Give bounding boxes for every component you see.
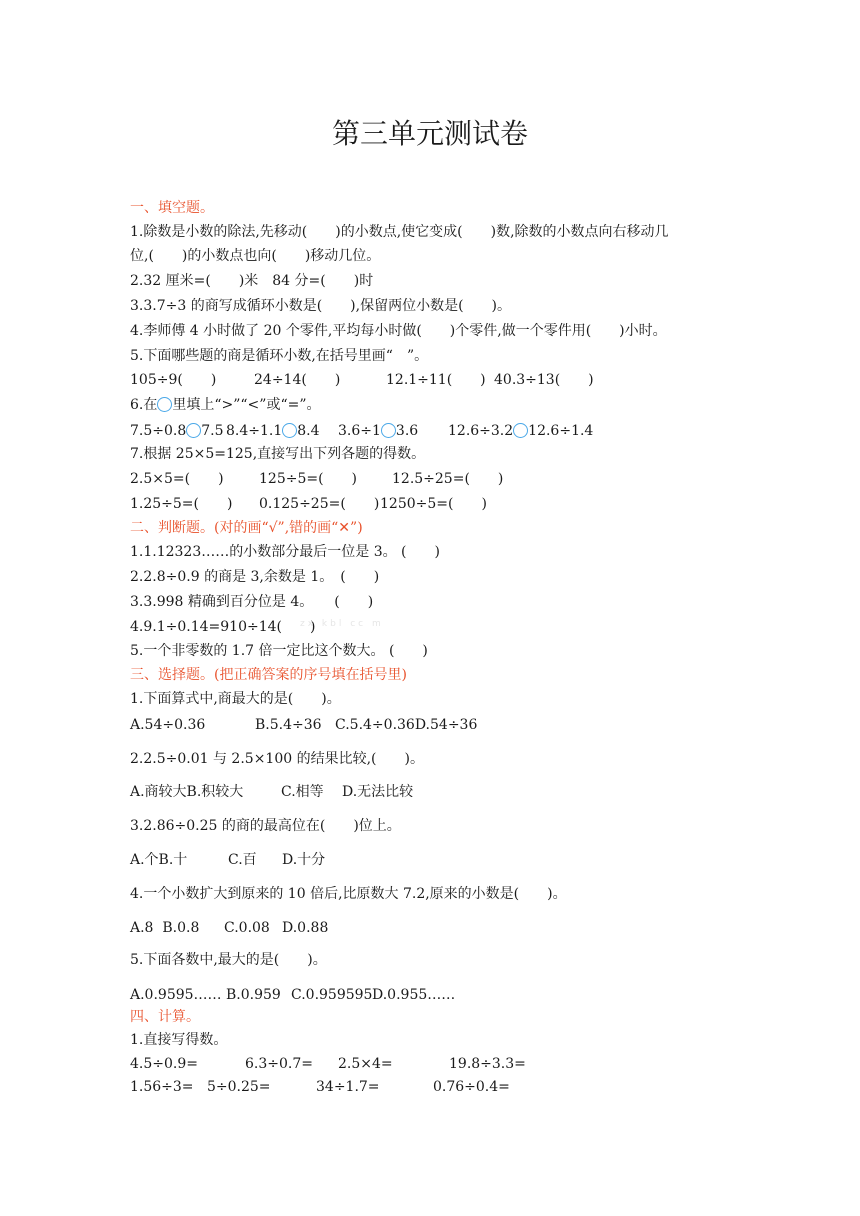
question-text: 4.一个小数扩大到原来的 10 倍后,比原数大 7.2,原来的小数是( )。 [130,886,567,902]
compare-item [130,421,224,441]
exercise-item: 40.3÷13( ) [494,372,594,388]
compare-left: 7.5÷0.8 [130,423,187,439]
exercise-item: 1.25÷5=( ) [130,496,233,512]
choice-option: A.8 B.0.8 [130,920,200,936]
question-text: 1.直接写得数。 [130,1032,228,1048]
circle-blank-icon[interactable] [186,423,201,438]
question-text: 1.1.12323……的小数部分最后一位是 3。 ( ) [130,544,440,560]
choice-option: A.54÷0.36 [130,717,206,733]
question-text: 5.下面各数中,最大的是( )。 [130,952,327,968]
choice-option: D.0.955…… [372,987,456,1003]
question-text: 2.32 厘米=( )米 84 分=( )时 [130,273,374,289]
calc-item: 19.8÷3.3= [449,1056,526,1072]
question-text: 位,( )的小数点也向( )移动几位。 [130,248,381,264]
compare-item [226,421,320,441]
choice-option: C.5.4÷0.36D.54÷36 [335,717,478,733]
question-text: 5.一个非零数的 1.7 倍一定比这个数大。 ( ) [130,643,428,659]
compare-right: 7.5 [201,423,224,439]
calc-item: 1.56÷3= [130,1079,194,1095]
compare-right: 12.6÷1.4 [528,423,594,439]
exercise-item: 125÷5=( ) [259,471,358,487]
choice-option: C.相等 [281,784,324,800]
compare-left: 8.4÷1.1 [226,423,283,439]
calc-item: 0.76÷0.4= [433,1079,510,1095]
circle-blank-icon[interactable] [282,423,297,438]
question-text-part: 6.在 [130,397,158,413]
circle-blank-icon [157,397,172,412]
exercise-item: 12.1÷11( ) [386,372,486,388]
exercise-item: 0.125÷25=( ) [259,496,380,512]
calc-item: 34÷1.7= [316,1079,380,1095]
question-text: 3.3.7÷3 的商写成循环小数是( ),保留两位小数是( )。 [130,298,512,314]
section-heading-true-false: 二、判断题。(对的画“√”,错的画“✕”) [130,520,363,536]
choice-option: D.无法比较 [342,784,414,800]
choice-option: C.百 [228,852,257,868]
choice-option: A.商较大B.积较大 [130,784,244,800]
compare-item [338,421,418,441]
compare-left: 12.6÷3.2 [448,423,514,439]
question-text: 4.李师傅 4 小时做了 20 个零件,平均每小时做( )个零件,做一个零件用( )小时。 [130,323,667,339]
question-text: 7.根据 25×5=125,直接写出下列各题的得数。 [130,446,426,462]
question-text: 3.2.86÷0.25 的商的最高位在( )位上。 [130,818,401,834]
watermark: zx kbl cc m [300,619,384,629]
compare-right: 3.6 [395,423,419,439]
choice-option: B.5.4÷36 [255,717,322,733]
calc-item: 5÷0.25= [207,1079,271,1095]
choice-option: D.0.88 [282,920,329,936]
compare-left: 3.6÷1 [338,423,381,439]
choice-option: D.十分 [282,852,326,868]
page-title: 第三单元测试卷 [331,117,528,150]
circle-blank-icon[interactable] [513,423,528,438]
exercise-item: 1250÷5=( ) [380,496,487,512]
exercise-item: 2.5×5=( ) [130,471,224,487]
question-text [130,395,321,415]
exercise-item: 12.5÷25=( ) [392,471,504,487]
calc-item: 2.5×4= [338,1056,393,1072]
exercise-item: 105÷9( ) [130,372,217,388]
question-text: 3.3.998 精确到百分位是 4。 ( ) [130,594,374,610]
section-heading-fill-blank: 一、填空题。 [130,200,214,216]
question-text: 1.除数是小数的除法,先移动( )的小数点,使它变成( )数,除数的小数点向右移动几 [130,224,669,240]
compare-right: 8.4 [297,423,320,439]
exercise-item: 24÷14( ) [254,372,341,388]
calc-item: 4.5÷0.9= [130,1056,198,1072]
question-text: 4.9.1÷0.14=910÷14( ) [130,619,316,635]
choice-option: A.0.9595…… B.0.959 [130,987,281,1003]
question-text: 2.2.5÷0.01 与 2.5×100 的结果比较,( )。 [130,751,424,767]
circle-blank-icon[interactable] [381,423,396,438]
choice-option: C.0.08 [224,920,270,936]
choice-option: A.个B.十 [130,852,188,868]
question-text-part: 里填上“>”“<”或“=”。 [172,397,321,413]
choice-option: C.0.959595 [291,987,373,1003]
question-text: 2.2.8÷0.9 的商是 3,余数是 1。 ( ) [130,569,380,585]
section-heading-multiple-choice: 三、选择题。(把正确答案的序号填在括号里) [130,667,407,683]
calc-item: 6.3÷0.7= [245,1056,313,1072]
question-text: 5.下面哪些题的商是循环小数,在括号里画“ ”。 [130,348,429,364]
question-text: 1.下面算式中,商最大的是( )。 [130,691,341,707]
section-heading-calculation: 四、计算。 [130,1009,200,1025]
compare-item [448,421,593,441]
